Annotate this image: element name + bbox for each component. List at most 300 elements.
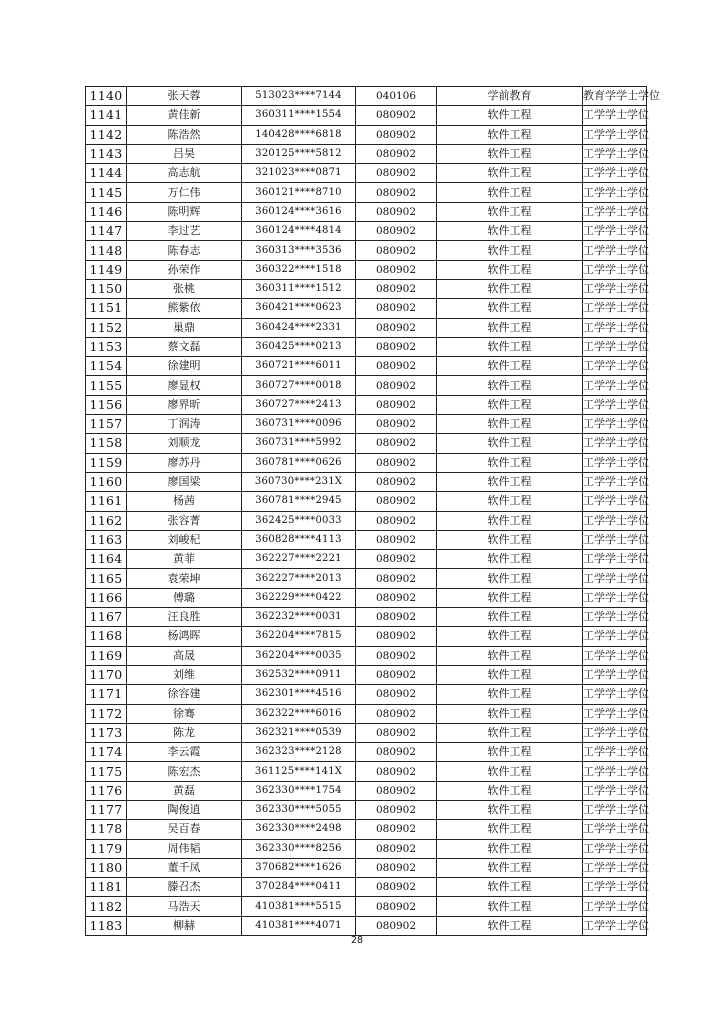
- major-name: 软件工程: [437, 511, 583, 530]
- id-number: 360124****4814: [242, 222, 356, 241]
- degree-type: 工学学士学位: [583, 665, 647, 684]
- row-number: 1151: [86, 299, 127, 318]
- row-number: 1152: [86, 318, 127, 337]
- row-number: 1168: [86, 627, 127, 646]
- id-number: 360322****1518: [242, 260, 356, 279]
- student-name: 周伟韬: [127, 839, 242, 858]
- table-row: [86, 530, 647, 549]
- row-number: 1172: [86, 704, 127, 723]
- table-row: [86, 704, 647, 723]
- table-row: [86, 723, 647, 742]
- major-code: 080902: [356, 665, 437, 684]
- degree-type: 工学学士学位: [583, 492, 647, 511]
- degree-type: 工学学士学位: [583, 646, 647, 665]
- row-number: 1170: [86, 665, 127, 684]
- degree-type: 工学学士学位: [583, 569, 647, 588]
- degree-type: 工学学士学位: [583, 762, 647, 781]
- major-code: 080902: [356, 106, 437, 125]
- row-number: 1180: [86, 858, 127, 877]
- major-code: 080902: [356, 800, 437, 819]
- degree-type: 工学学士学位: [583, 144, 647, 163]
- major-code: 080902: [356, 762, 437, 781]
- degree-type: 工学学士学位: [583, 337, 647, 356]
- id-number: 360121****8710: [242, 183, 356, 202]
- student-name: 张天蓉: [127, 87, 242, 106]
- student-name: 张桃: [127, 279, 242, 298]
- major-name: 软件工程: [437, 704, 583, 723]
- major-name: 软件工程: [437, 685, 583, 704]
- major-name: 软件工程: [437, 260, 583, 279]
- major-name: 软件工程: [437, 241, 583, 260]
- table-row: [86, 781, 647, 800]
- student-name: 滕召杰: [127, 878, 242, 897]
- row-number: 1183: [86, 916, 127, 935]
- student-name: 孙荣作: [127, 260, 242, 279]
- table-row: [86, 87, 647, 106]
- degree-type: 工学学士学位: [583, 704, 647, 723]
- degree-type: 工学学士学位: [583, 376, 647, 395]
- major-code: 080902: [356, 202, 437, 221]
- major-code: 080902: [356, 858, 437, 877]
- student-name: 董千凤: [127, 858, 242, 877]
- student-name: 徐容建: [127, 685, 242, 704]
- major-name: 软件工程: [437, 453, 583, 472]
- major-name: 软件工程: [437, 492, 583, 511]
- student-name: 高志航: [127, 164, 242, 183]
- student-name: 李过艺: [127, 222, 242, 241]
- row-number: 1141: [86, 106, 127, 125]
- id-number: 370682****1626: [242, 858, 356, 877]
- table-row: [86, 665, 647, 684]
- student-name: 黄菲: [127, 550, 242, 569]
- major-code: 080902: [356, 646, 437, 665]
- major-code: 080902: [356, 415, 437, 434]
- degree-type: 工学学士学位: [583, 318, 647, 337]
- table-row: [86, 820, 647, 839]
- degree-type: 工学学士学位: [583, 299, 647, 318]
- id-number: 360311****1512: [242, 279, 356, 298]
- student-name: 廖国梁: [127, 472, 242, 491]
- id-number: 321023****0871: [242, 164, 356, 183]
- student-name: 马浩天: [127, 897, 242, 916]
- table-row: [86, 453, 647, 472]
- row-number: 1171: [86, 685, 127, 704]
- row-number: 1165: [86, 569, 127, 588]
- major-name: 软件工程: [437, 472, 583, 491]
- degree-type: 工学学士学位: [583, 453, 647, 472]
- id-number: 360124****3616: [242, 202, 356, 221]
- table-row: [86, 472, 647, 491]
- major-code: 080902: [356, 260, 437, 279]
- id-number: 362204****7815: [242, 627, 356, 646]
- degree-type: 工学学士学位: [583, 916, 647, 935]
- row-number: 1140: [86, 87, 127, 106]
- major-name: 软件工程: [437, 588, 583, 607]
- row-number: 1167: [86, 608, 127, 627]
- row-number: 1164: [86, 550, 127, 569]
- table-row: [86, 839, 647, 858]
- student-name: 柳赫: [127, 916, 242, 935]
- student-name: 李云霞: [127, 743, 242, 762]
- student-name: 汪良胜: [127, 608, 242, 627]
- degree-type: 工学学士学位: [583, 743, 647, 762]
- table-row: [86, 202, 647, 221]
- row-number: 1159: [86, 453, 127, 472]
- student-name: 陈宏杰: [127, 762, 242, 781]
- id-number: 362227****2221: [242, 550, 356, 569]
- page-number: 28: [350, 935, 364, 946]
- student-name: 丁润涛: [127, 415, 242, 434]
- major-name: 软件工程: [437, 395, 583, 414]
- table-row: [86, 164, 647, 183]
- student-name: 刘顺龙: [127, 434, 242, 453]
- roster-body: [86, 87, 660, 936]
- degree-type: 工学学士学位: [583, 106, 647, 125]
- major-code: 080902: [356, 550, 437, 569]
- id-number: 362204****0035: [242, 646, 356, 665]
- degree-type: 教育学学士学位: [583, 87, 647, 106]
- student-name: 徐骞: [127, 704, 242, 723]
- row-number: 1156: [86, 395, 127, 414]
- degree-type: 工学学士学位: [583, 125, 647, 144]
- id-number: 362321****0539: [242, 723, 356, 742]
- major-name: 软件工程: [437, 415, 583, 434]
- table-row: [86, 337, 647, 356]
- major-code: 080902: [356, 608, 437, 627]
- major-code: 080902: [356, 588, 437, 607]
- student-name: 吴百春: [127, 820, 242, 839]
- major-name: 软件工程: [437, 627, 583, 646]
- degree-type: 工学学士学位: [583, 839, 647, 858]
- table-row: [86, 183, 647, 202]
- table-row: [86, 106, 647, 125]
- row-number: 1178: [86, 820, 127, 839]
- major-code: 080902: [356, 453, 437, 472]
- id-number: 362301****4516: [242, 685, 356, 704]
- major-code: 080902: [356, 279, 437, 298]
- degree-type: 工学学士学位: [583, 723, 647, 742]
- table-row: [86, 395, 647, 414]
- degree-type: 工学学士学位: [583, 357, 647, 376]
- student-name: 袁荣坤: [127, 569, 242, 588]
- table-row: [86, 357, 647, 376]
- row-number: 1161: [86, 492, 127, 511]
- degree-type: 工学学士学位: [583, 241, 647, 260]
- student-name: 张容菁: [127, 511, 242, 530]
- major-name: 软件工程: [437, 144, 583, 163]
- major-code: 080902: [356, 318, 437, 337]
- major-code: 080902: [356, 183, 437, 202]
- table-row: [86, 279, 647, 298]
- id-number: 320125****5812: [242, 144, 356, 163]
- id-number: 361125****141X: [242, 762, 356, 781]
- id-number: 362229****0422: [242, 588, 356, 607]
- major-code: 080902: [356, 897, 437, 916]
- degree-type: 工学学士学位: [583, 164, 647, 183]
- row-number: 1153: [86, 337, 127, 356]
- row-number: 1176: [86, 781, 127, 800]
- degree-type: 工学学士学位: [583, 685, 647, 704]
- table-row: [86, 415, 647, 434]
- major-name: 软件工程: [437, 318, 583, 337]
- major-name: 学前教育: [437, 87, 583, 106]
- major-name: 软件工程: [437, 858, 583, 877]
- major-name: 软件工程: [437, 839, 583, 858]
- major-code: 080902: [356, 357, 437, 376]
- row-number: 1182: [86, 897, 127, 916]
- student-name: 刘维: [127, 665, 242, 684]
- id-number: 360421****0623: [242, 299, 356, 318]
- id-number: 362232****0031: [242, 608, 356, 627]
- student-name: 杨茜: [127, 492, 242, 511]
- table-row: [86, 144, 647, 163]
- major-name: 软件工程: [437, 569, 583, 588]
- student-name: 廖苏丹: [127, 453, 242, 472]
- student-name: 熊紫依: [127, 299, 242, 318]
- table-row: [86, 762, 647, 781]
- degree-type: 工学学士学位: [583, 627, 647, 646]
- major-code: 080902: [356, 839, 437, 858]
- major-code: 080902: [356, 164, 437, 183]
- row-number: 1174: [86, 743, 127, 762]
- id-number: 362425****0033: [242, 511, 356, 530]
- major-name: 软件工程: [437, 202, 583, 221]
- major-name: 软件工程: [437, 337, 583, 356]
- row-number: 1148: [86, 241, 127, 260]
- row-number: 1163: [86, 530, 127, 549]
- id-number: 360313****3536: [242, 241, 356, 260]
- major-code: 080902: [356, 241, 437, 260]
- major-name: 软件工程: [437, 164, 583, 183]
- id-number: 513023****7144: [242, 87, 356, 106]
- table-row: [86, 743, 647, 762]
- degree-type: 工学学士学位: [583, 530, 647, 549]
- row-number: 1143: [86, 144, 127, 163]
- table-row: [86, 916, 647, 935]
- major-name: 软件工程: [437, 665, 583, 684]
- major-code: 080902: [356, 530, 437, 549]
- degree-type: 工学学士学位: [583, 897, 647, 916]
- student-name: 傅璐: [127, 588, 242, 607]
- degree-type: 工学学士学位: [583, 550, 647, 569]
- degree-type: 工学学士学位: [583, 434, 647, 453]
- major-name: 软件工程: [437, 897, 583, 916]
- table-row: [86, 511, 647, 530]
- student-name: 高晟: [127, 646, 242, 665]
- student-name: 巢鼎: [127, 318, 242, 337]
- row-number: 1181: [86, 878, 127, 897]
- student-name: 吕昊: [127, 144, 242, 163]
- row-number: 1158: [86, 434, 127, 453]
- student-name: 陈春志: [127, 241, 242, 260]
- major-name: 软件工程: [437, 550, 583, 569]
- table-row: [86, 260, 647, 279]
- student-name: 陶俊逍: [127, 800, 242, 819]
- row-number: 1154: [86, 357, 127, 376]
- id-number: 360781****0626: [242, 453, 356, 472]
- table-row: [86, 588, 647, 607]
- row-number: 1149: [86, 260, 127, 279]
- id-number: 370284****0411: [242, 878, 356, 897]
- major-name: 软件工程: [437, 376, 583, 395]
- degree-type: 工学学士学位: [583, 800, 647, 819]
- table-row: [86, 800, 647, 819]
- row-number: 1169: [86, 646, 127, 665]
- major-code: 080902: [356, 144, 437, 163]
- major-name: 软件工程: [437, 781, 583, 800]
- major-code: 040106: [356, 87, 437, 106]
- student-name: 徐建明: [127, 357, 242, 376]
- id-number: 362227****2013: [242, 569, 356, 588]
- table-row: [86, 318, 647, 337]
- major-name: 软件工程: [437, 800, 583, 819]
- student-name: 杨鸿晖: [127, 627, 242, 646]
- degree-type: 工学学士学位: [583, 183, 647, 202]
- student-name: 蔡文磊: [127, 337, 242, 356]
- table-row: [86, 299, 647, 318]
- id-number: 360828****4113: [242, 530, 356, 549]
- degree-type: 工学学士学位: [583, 415, 647, 434]
- id-number: 360311****1554: [242, 106, 356, 125]
- degree-type: 工学学士学位: [583, 781, 647, 800]
- major-code: 080902: [356, 222, 437, 241]
- degree-type: 工学学士学位: [583, 511, 647, 530]
- student-name: 黄磊: [127, 781, 242, 800]
- row-number: 1142: [86, 125, 127, 144]
- student-name: 陈明辉: [127, 202, 242, 221]
- id-number: 362322****6016: [242, 704, 356, 723]
- major-code: 080902: [356, 820, 437, 839]
- major-name: 软件工程: [437, 916, 583, 935]
- major-code: 080902: [356, 337, 437, 356]
- degree-type: 工学学士学位: [583, 472, 647, 491]
- major-code: 080902: [356, 916, 437, 935]
- table-row: [86, 858, 647, 877]
- degree-type: 工学学士学位: [583, 588, 647, 607]
- student-name: 陈龙: [127, 723, 242, 742]
- major-code: 080902: [356, 569, 437, 588]
- student-name: 廖显权: [127, 376, 242, 395]
- row-number: 1145: [86, 183, 127, 202]
- id-number: 362532****0911: [242, 665, 356, 684]
- major-code: 080902: [356, 723, 437, 742]
- id-number: 360730****231X: [242, 472, 356, 491]
- major-name: 软件工程: [437, 820, 583, 839]
- degree-type: 工学学士学位: [583, 820, 647, 839]
- table-row: [86, 241, 647, 260]
- table-row: [86, 685, 647, 704]
- degree-type: 工学学士学位: [583, 858, 647, 877]
- id-number: 362330****8256: [242, 839, 356, 858]
- id-number: 360425****0213: [242, 337, 356, 356]
- row-number: 1144: [86, 164, 127, 183]
- degree-type: 工学学士学位: [583, 202, 647, 221]
- major-code: 080902: [356, 704, 437, 723]
- id-number: 360424****2331: [242, 318, 356, 337]
- major-name: 软件工程: [437, 106, 583, 125]
- major-code: 080902: [356, 472, 437, 491]
- major-code: 080902: [356, 299, 437, 318]
- student-name: 万仁伟: [127, 183, 242, 202]
- degree-type: 工学学士学位: [583, 395, 647, 414]
- major-code: 080902: [356, 743, 437, 762]
- degree-type: 工学学士学位: [583, 608, 647, 627]
- major-name: 软件工程: [437, 357, 583, 376]
- row-number: 1150: [86, 279, 127, 298]
- id-number: 362330****2498: [242, 820, 356, 839]
- major-code: 080902: [356, 125, 437, 144]
- row-number: 1166: [86, 588, 127, 607]
- major-name: 软件工程: [437, 723, 583, 742]
- id-number: 362323****2128: [242, 743, 356, 762]
- major-name: 软件工程: [437, 125, 583, 144]
- major-name: 软件工程: [437, 743, 583, 762]
- major-code: 080902: [356, 511, 437, 530]
- student-name: 刘峻杞: [127, 530, 242, 549]
- row-number: 1173: [86, 723, 127, 742]
- major-code: 080902: [356, 434, 437, 453]
- row-number: 1160: [86, 472, 127, 491]
- table-row: [86, 646, 647, 665]
- major-code: 080902: [356, 781, 437, 800]
- table-row: [86, 897, 647, 916]
- major-code: 080902: [356, 627, 437, 646]
- row-number: 1175: [86, 762, 127, 781]
- table-row: [86, 125, 647, 144]
- major-code: 080902: [356, 685, 437, 704]
- major-name: 软件工程: [437, 299, 583, 318]
- major-name: 软件工程: [437, 530, 583, 549]
- major-code: 080902: [356, 492, 437, 511]
- table-row: [86, 569, 647, 588]
- major-name: 软件工程: [437, 762, 583, 781]
- row-number: 1147: [86, 222, 127, 241]
- major-code: 080902: [356, 376, 437, 395]
- row-number: 1179: [86, 839, 127, 858]
- id-number: 410381****5515: [242, 897, 356, 916]
- id-number: 360727****2413: [242, 395, 356, 414]
- id-number: 140428****6818: [242, 125, 356, 144]
- table-row: [86, 878, 647, 897]
- major-code: 080902: [356, 395, 437, 414]
- table-row: [86, 222, 647, 241]
- degree-type: 工学学士学位: [583, 222, 647, 241]
- id-number: 360721****6011: [242, 357, 356, 376]
- degree-type: 工学学士学位: [583, 260, 647, 279]
- table-row: [86, 492, 647, 511]
- row-number: 1155: [86, 376, 127, 395]
- major-name: 软件工程: [437, 279, 583, 298]
- major-name: 软件工程: [437, 878, 583, 897]
- id-number: 362330****5055: [242, 800, 356, 819]
- id-number: 360731****0096: [242, 415, 356, 434]
- id-number: 362330****1754: [242, 781, 356, 800]
- id-number: 360731****5992: [242, 434, 356, 453]
- major-code: 080902: [356, 878, 437, 897]
- row-number: 1157: [86, 415, 127, 434]
- degree-type: 工学学士学位: [583, 279, 647, 298]
- major-name: 软件工程: [437, 183, 583, 202]
- degree-type: 工学学士学位: [583, 878, 647, 897]
- degree-roster-table: [85, 86, 660, 936]
- major-name: 软件工程: [437, 646, 583, 665]
- id-number: 360781****2945: [242, 492, 356, 511]
- table-row: [86, 376, 647, 395]
- table-row: [86, 434, 647, 453]
- row-number: 1146: [86, 202, 127, 221]
- major-name: 软件工程: [437, 434, 583, 453]
- student-name: 陈浩然: [127, 125, 242, 144]
